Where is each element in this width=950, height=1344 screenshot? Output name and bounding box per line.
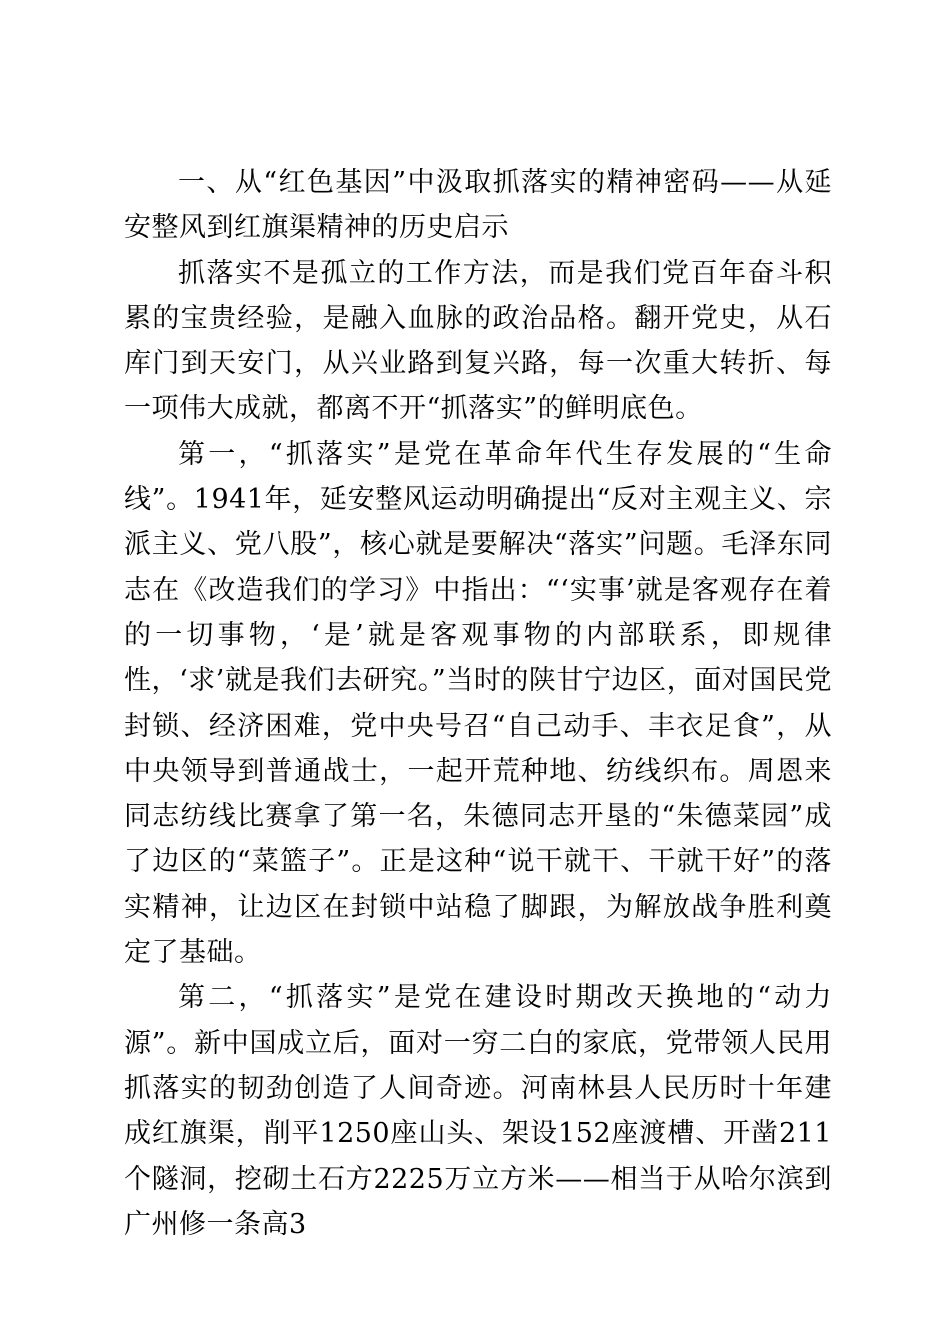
- paragraph-intro: 抓落实不是孤立的工作方法，而是我们党百年奋斗积累的宝贵经验，是融入血脉的政治品格。翻开党史，从石库门到天安门，从兴业路到复兴路，每一次重大转折、每一项伟大成就，都离不开“抓落实”的鲜明底色。: [124, 257, 832, 425]
- document-body: [124, 160, 832, 1247]
- paragraph-second-point: 第二，“抓落实”是党在建设时期改天换地的“动力源”。新中国成立后，面对一穷二白的家底，党带领人民用抓落实的韧劲创造了人间奇迹。河南林县人民历时十年建成红旗渠，削平1250座山头、架设152座渡槽、开凿211个隧洞，挖砌土石方2225万立方米——相当于从哈尔滨到广州修一条高3: [124, 982, 832, 1240]
- paragraph-first-point: 第一，“抓落实”是党在革命年代生存发展的“生命线”。1941年，延安整风运动明确提出“反对主观主义、宗派主义、党八股”，核心就是要解决“落实”问题。毛泽东同志在《改造我们的学习》中指出：“‘实事’就是客观存在着的一切事物，‘是’就是客观事物的内部联系，即规律性，‘求’就是我们去研究。”当时的陕甘宁边区，面对国民党封锁、经济困难，党中央号召“自己动手、丰衣足食”，从中央领导到普通战士，一起开荒种地、纺线织布。周恩来同志纺线比赛拿了第一名，朱德同志开垦的“朱德菜园”成了边区的“菜篮子”。正是这种“说干就干、干就干好”的落实精神，让边区在封锁中站稳了脚跟，为解放战争胜利奠定了基础。: [124, 438, 832, 969]
- section-heading: 一、从“红色基因”中汲取抓落实的精神密码——从延安整风到红旗渠精神的历史启示: [124, 167, 832, 244]
